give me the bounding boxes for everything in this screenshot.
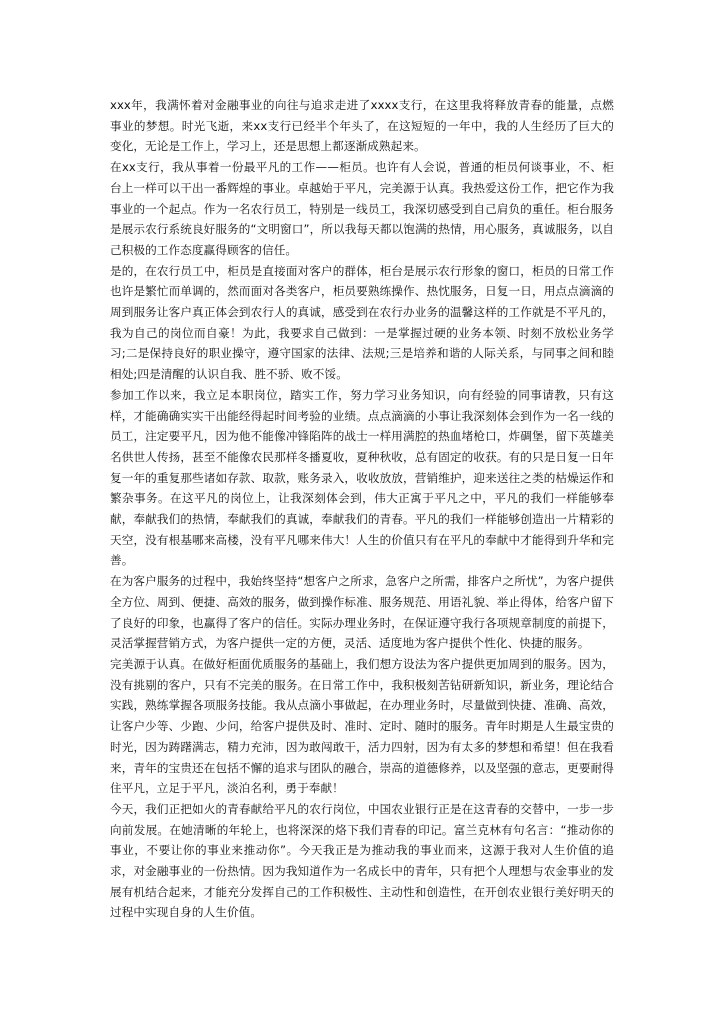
paragraph-3: 是的，在农行员工中，柜员是直接面对客户的群体，柜台是展示农行形象的窗口，柜员的日常工作也许是繁忙而单调的，然而面对各类客户，柜员要熟练操作、热忱服务，日复一日，用点点滴滴的周到服务让客户真正体会到农行人的真诚，感受到在农行办业务的温馨这样的工作就是不平凡的，我为自己的岗位而自豪！为此，我要求自己做到：一是掌握过硬的业务本领、时刻不放松业务学习;二是保持良好的职业操守，遵守国家的法律、法规;三是培养和谐的人际关系，与同事之间和睦相处;四是清醒的认识自我、胜不骄、败不馁。 [110, 263, 614, 382]
paragraph-5: 在为客户服务的过程中，我始终坚持“想客户之所求，急客户之所需，排客户之所忧”，为客户提供全方位、周到、便捷、高效的服务，做到操作标准、服务规范、用语礼貌、举止得体，给客户留下了良好的印象，也赢得了客户的信任。实际办理业务时，在保证遵守我行各项规章制度的前提下，灵活掌握营销方式，为客户提供一定的方便，灵活、适度地为客户提供个性化、快捷的服务。 [110, 574, 614, 651]
paragraph-1: xxx年，我满怀着对金融事业的向往与追求走进了xxxx支行，在这里我将释放青春的能量，点燃事业的梦想。时光飞逝，来xx支行已经半个年头了，在这短短的一年中，我的人生经历了巨大的变化，无论是工作上，学习上，还是思想上都逐渐成熟起来。 [110, 98, 614, 154]
paragraph-6: 完美源于认真。在做好柜面优质服务的基础上，我们想方设法为客户提供更加周到的服务。因为，没有挑剔的客户，只有不完美的服务。在日常工作中，我积极刻苦钻研新知识，新业务，理论结合实践，熟练掌握各项服务技能。我从点滴小事做起，在办理业务时，尽量做到快捷、准确、高效，让客户少等、少跑、少问，给客户提供及时、准时、定时、随时的服务。青年时期是人生最宝贵的时光，因为踌躇满志，精力充沛，因为敢闯敢干，活力四射，因为有太多的梦想和希望！但在我看来，青年的宝贵还在包括不懈的追求与团队的融合，崇高的道德修养，以及坚强的意志，更要耐得住平凡，立足于平凡，淡泊名利，勇于奉献！ [110, 656, 614, 796]
paragraph-2: 在xx支行，我从事着一份最平凡的工作——柜员。也许有人会说，普通的柜员何谈事业，不、柜台上一样可以干出一番辉煌的事业。卓越始于平凡，完美源于认真。我热爱这份工作，把它作为我事业的一个起点。作为一名农行员工，特别是一线员工，我深切感受到自己肩负的重任。柜台服务是展示农行系统良好服务的“文明窗口”，所以我每天都以饱满的热情，用心服务，真诚服务，以自己积极的工作态度赢得顾客的信任。 [110, 160, 614, 257]
document-body [110, 95, 614, 923]
paragraph-7: 今天，我们正把如火的青春献给平凡的农行岗位，中国农业银行正是在这青春的交替中，一步一步向前发展。在她清晰的年轮上，也将深深的烙下我们青春的印记。富兰克林有句名言：“推动你的事业，不要让你的事业来推动你”。今天我正是为推动我的事业而来，这源于我对人生价值的追求，对金融事业的一份热情。因为我知道作为一名成长中的青年，只有把个人理想与农金事业的发展有机结合起来，才能充分发挥自己的工作积极性、主动性和创造性，在开创农业银行美好明天的过程中实现自身的人生价值。 [110, 801, 614, 920]
paragraph-4: 参加工作以来，我立足本职岗位，踏实工作，努力学习业务知识，向有经验的同事请教，只有这样，才能确确实实干出能经得起时间考验的业绩。点点滴滴的小事让我深刻体会到作为一名一线的员工，注定要平凡，因为他不能像冲锋陷阵的战士一样用满腔的热血堵枪口，炸碉堡，留下英雄美名供世人传扬，甚至不能像农民那样冬播夏收，夏种秋收，总有固定的收获。有的只是日复一日年复一年的重复那些诸如存款、取款，账务录入，收收放放，营销维护，迎来送往之类的枯燥运作和繁杂事务。在这平凡的岗位上，让我深刻体会到，伟大正寓于平凡之中，平凡的我们一样能够奉献，奉献我们的热情，奉献我们的真诚，奉献我们的青春。平凡的我们一样能够创造出一片精彩的天空，没有根基哪来高楼，没有平凡哪来伟大！人生的价值只有在平凡的奉献中才能得到升华和完善。 [110, 387, 614, 568]
